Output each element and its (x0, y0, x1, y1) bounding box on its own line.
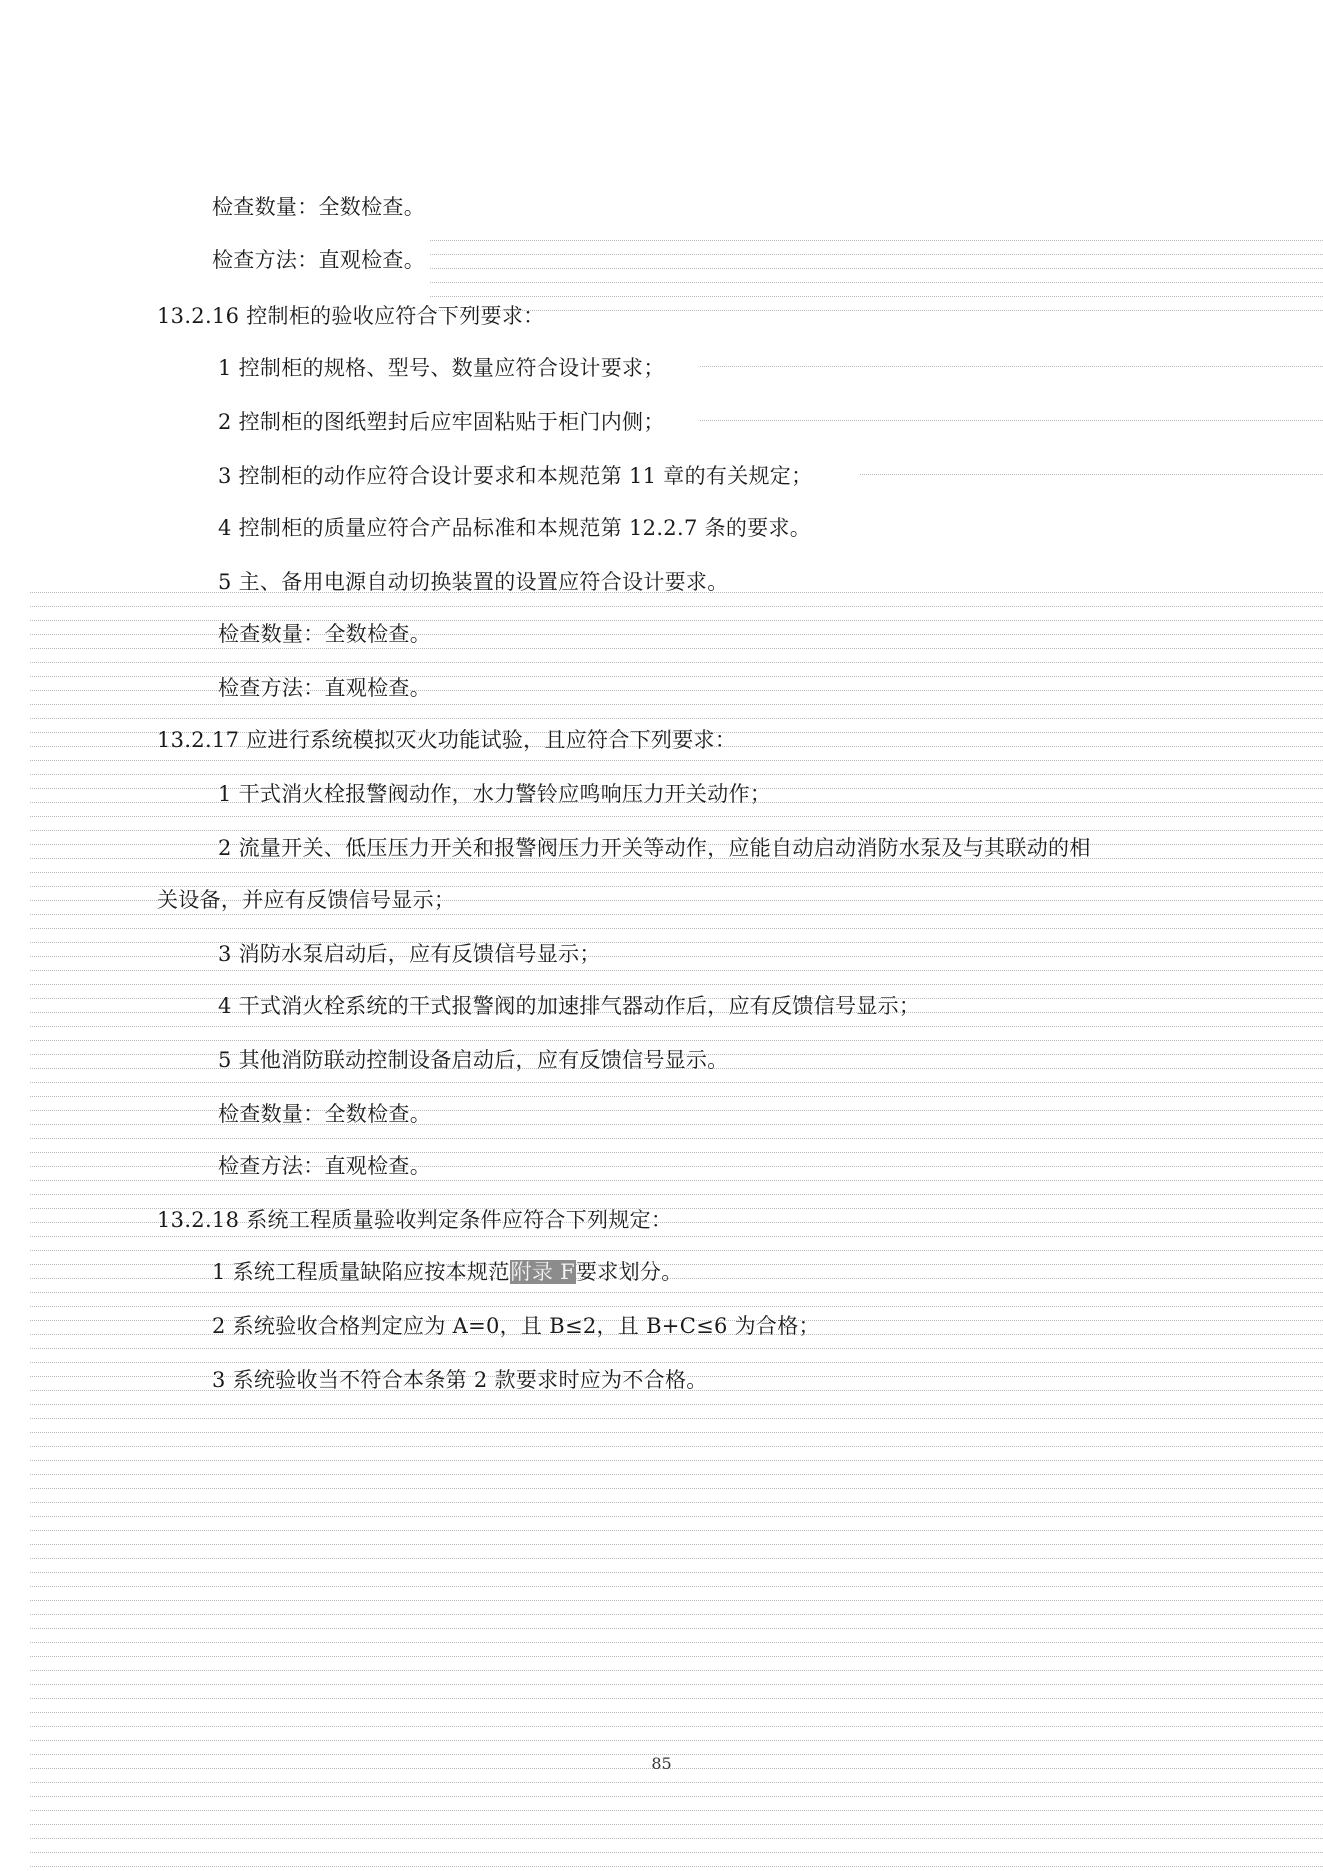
list-item-continuation: 关设备，并应有反馈信号显示； (157, 888, 456, 912)
clause-13-2-18: 13.2.18 系统工程质量验收判定条件应符合下列规定： (157, 1208, 673, 1232)
appendix-f-link[interactable]: 附录 F (510, 1260, 575, 1284)
list-item: 4 干式消火栓系统的干式报警阀的加速排气器动作后，应有反馈信号显示； (218, 994, 921, 1018)
check-method: 检查方法：直观检查。 (212, 248, 425, 272)
item-text-before: 1 系统工程质量缺陷应按本规范 (212, 1260, 510, 1284)
list-item: 1 控制柜的规格、型号、数量应符合设计要求； (218, 356, 665, 380)
list-item (212, 1258, 683, 1286)
list-item: 2 系统验收合格判定应为 A=0，且 B≤2，且 B+C≤6 为合格； (212, 1314, 820, 1338)
check-quantity: 检查数量：全数检查。 (212, 195, 425, 219)
clause-13-2-16: 13.2.16 控制柜的验收应符合下列要求： (157, 304, 545, 328)
list-item: 2 控制柜的图纸塑封后应牢固粘贴于柜门内侧； (218, 410, 665, 434)
list-item: 3 消防水泵启动后，应有反馈信号显示； (218, 942, 601, 966)
clause-13-2-17: 13.2.17 应进行系统模拟灭火功能试验，且应符合下列要求： (157, 728, 737, 752)
list-item: 2 流量开关、低压压力开关和报警阀压力开关等动作，应能自动启动消防水泵及与其联动的相 (218, 836, 1091, 860)
list-item: 3 系统验收当不符合本条第 2 款要求时应为不合格。 (212, 1368, 708, 1392)
list-item: 4 控制柜的质量应符合产品标准和本规范第 12.2.7 条的要求。 (218, 516, 812, 540)
item-text-after: 要求划分。 (576, 1260, 683, 1284)
check-quantity: 检查数量：全数检查。 (218, 1102, 431, 1126)
check-method: 检查方法：直观检查。 (218, 1154, 431, 1178)
list-item: 5 其他消防联动控制设备启动后，应有反馈信号显示。 (218, 1048, 729, 1072)
list-item: 5 主、备用电源自动切换装置的设置应符合设计要求。 (218, 570, 729, 594)
list-item: 1 干式消火栓报警阀动作，水力警铃应鸣响压力开关动作； (218, 782, 772, 806)
page-number: 85 (651, 1754, 672, 1773)
list-item: 3 控制柜的动作应符合设计要求和本规范第 11 章的有关规定； (218, 464, 813, 488)
check-quantity: 检查数量：全数检查。 (218, 622, 431, 646)
check-method: 检查方法：直观检查。 (218, 676, 431, 700)
